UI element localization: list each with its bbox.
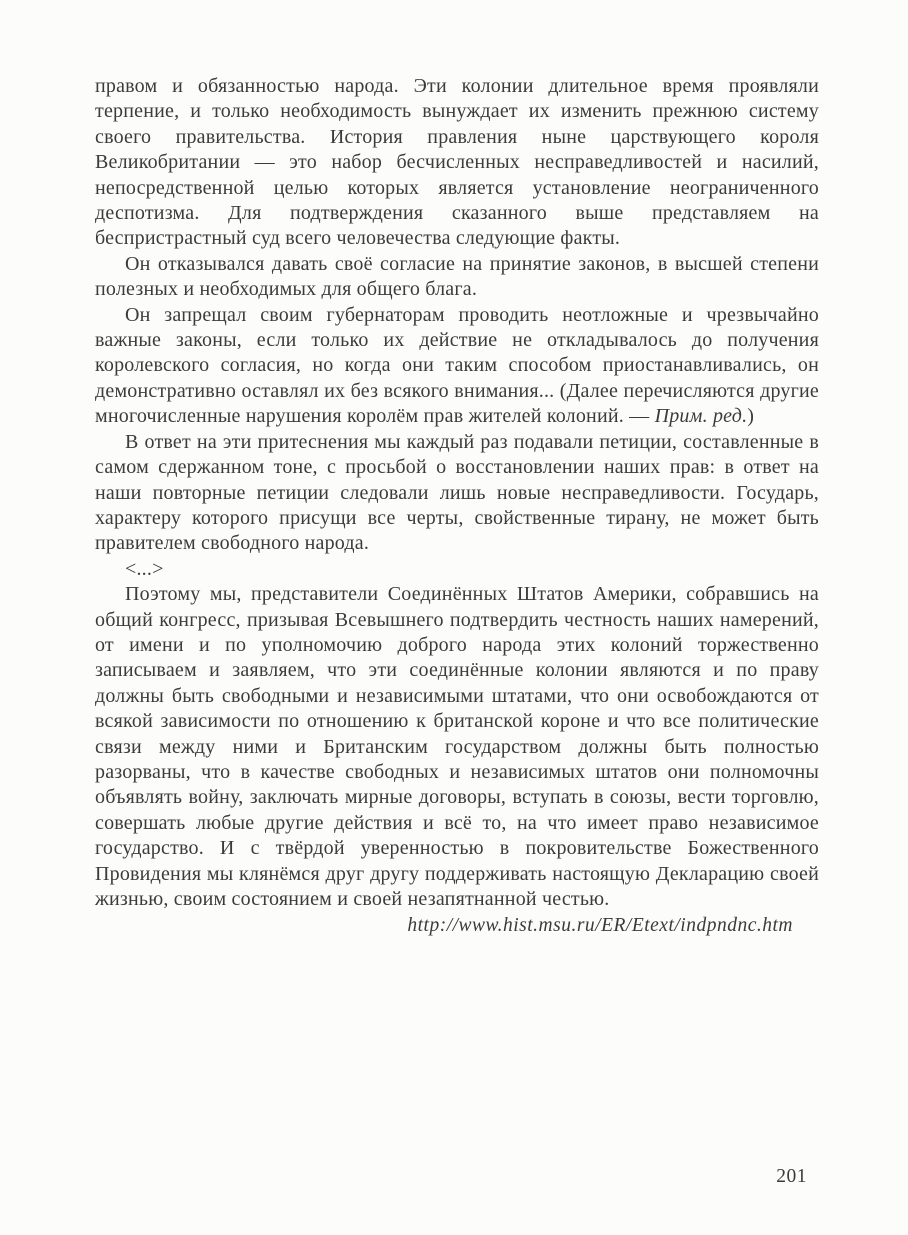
editorial-note-text: Прим. ред. xyxy=(654,405,748,428)
paragraph xyxy=(95,557,819,582)
paragraph-text: правом и обязанностью народа. Эти колонии длительное время проявляли терпение, и только необходимость вынуждает их изменить прежнюю систему своего правительства. История правления ныне царствующего короля Великобритании — это набор бесчисленных несправедливостей и насилий, непосредственной целью которых является установление неограниченного деспотизма. Для подтверждения сказанного выше представляем на беспристрастный суд всего человечества следующие факты. xyxy=(95,75,819,250)
paragraph-text: ) xyxy=(747,405,755,428)
paragraph-text: В ответ на эти притеснения мы каждый раз подавали петиции, составленные в самом сдержанном тоне, с просьбой о восстановлении наших прав: в ответ на наши повторные петиции следовали лишь новые несправедливости. Государь, характеру которого присущи все черты, свойственные тирану, не может быть правителем свободного народа. xyxy=(95,430,819,555)
source-url: http://www.hist.msu.ru/ER/Etext/indpndnc.htm xyxy=(407,915,793,937)
paragraph-text: Он отказывался давать своё согласие на принятие законов, в высшей степени полезных и необходимых для общего блага. xyxy=(95,252,819,301)
paragraph xyxy=(95,430,819,557)
paragraph-text: <...> xyxy=(125,557,164,580)
paragraph-text: Он запрещал своим губернаторам проводить неотложные и чрезвычайно важные законы, если только их действие не откладывалось до получения королевского согласия, но когда они таким способом приостанавливались, он демонстративно оставлял их без всякого внимания... (Далее перечисляются другие многочисленные нарушения королём прав жителей колоний. — xyxy=(95,303,819,428)
paragraph xyxy=(95,74,819,252)
page-content xyxy=(95,74,819,939)
paragraph-text: Поэтому мы, представители Соединённых Штатов Америки, собравшись на общий конгресс, призывая Всевышнего подтвердить честность наших намерений, от имени и по уполномочию доброго народа этих колоний торжественно записываем и заявляем, что эти соединённые колонии являются и по праву должны быть свободными и независимыми штатами, что они освобождаются от всякой зависимости по отношению к британской короне и что все политические связи между ними и Британским государством должны быть полностью разорваны, что в качестве свободных и независимых штатов они полномочны объявлять войну, заключать мирные договоры, вступать в союзы, вести торговлю, совершать любые другие действия и всё то, на что имеет право независимое государство. И с твёрдой уверенностью в покровительстве Божественного Провидения мы клянёмся друг другу поддерживать настоящую Декларацию своей жизнью, своим состоянием и своей незапятнанной честью. xyxy=(95,583,819,910)
paragraph xyxy=(95,582,819,912)
paragraphs xyxy=(95,74,819,912)
page-number: 201 xyxy=(776,1166,807,1187)
paragraph xyxy=(95,303,819,430)
paragraph xyxy=(95,252,819,303)
